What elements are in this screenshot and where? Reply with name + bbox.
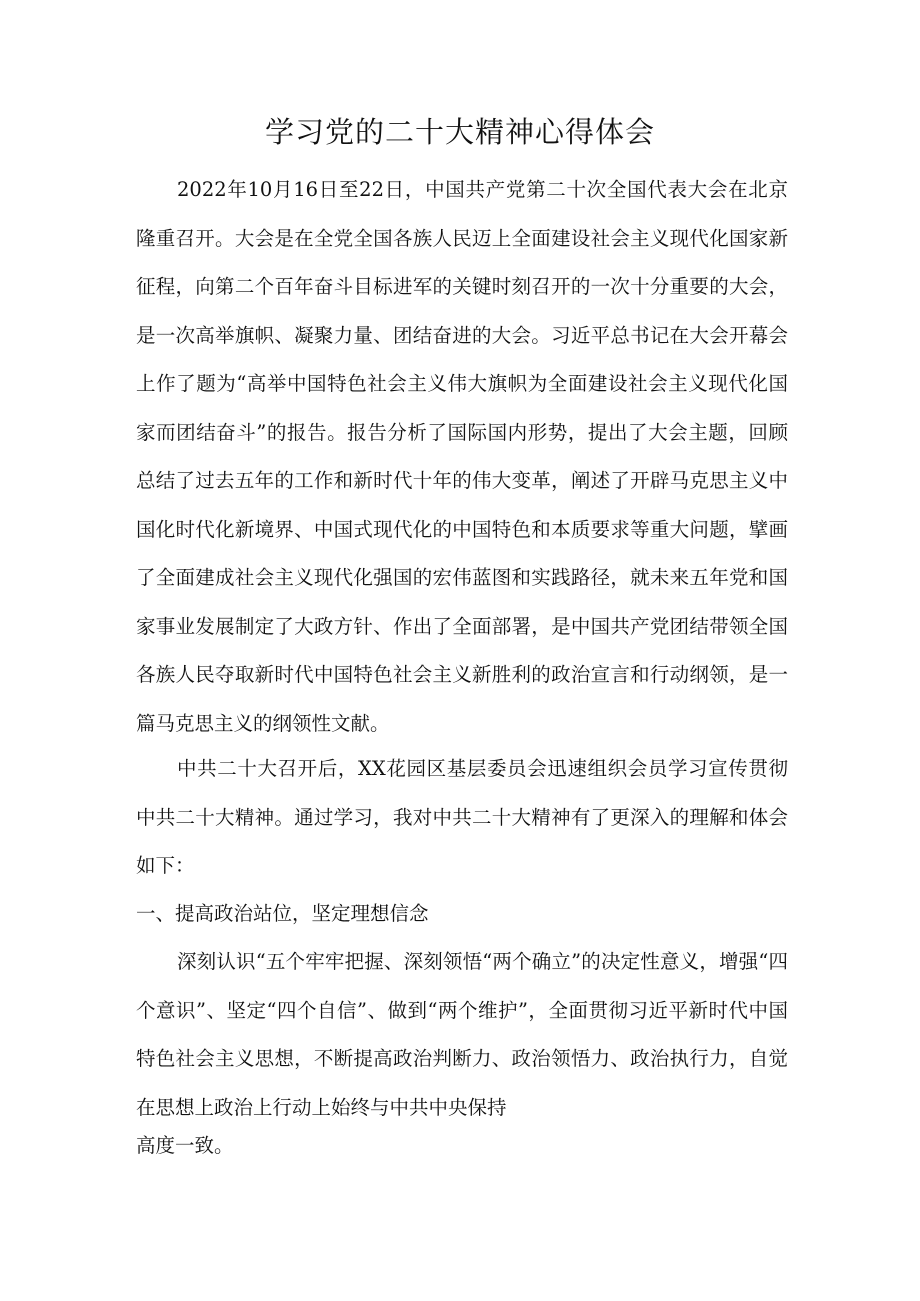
paragraph-political-stance-main: 深刻认识“五个牢牢把握、深刻领悟“两个确立”的决定性意义，增强“四个意识”、坚定“四个自信”、做到“两个维护”，全面贯彻习近平新时代中国特色社会主义思想，不断提高政治判断力、政治领悟力、政治执行力，自觉在思想上政治上行动上始终与中共中央保持 <box>136 950 788 1119</box>
paragraph-political-stance <box>136 938 788 1160</box>
paragraph-study-intro: 中共二十大召开后，XX花园区基层委员会迅速组织会员学习宣传贯彻中共二十大精神。通过学习，我对中共二十大精神有了更深入的理解和体会如下： <box>136 757 788 877</box>
paragraph-congress-overview: 2022年10月16日至22日，中国共产党第二十次全国代表大会在北京隆重召开。大会是在全党全国各族人民迈上全面建设社会主义现代化国家新征程，向第二个百年奋斗目标进军的关键时刻召开的一次十分重要的大会，是一次高举旗帜、凝聚力量、团结奋进的大会。习近平总书记在大会开幕会上作了题为“高举中国特色社会主义伟大旗帜为全面建设社会主义现代化国家而团结奋斗”的报告。报告分析了国际国内形势，提出了大会主题，回顾总结了过去五年的工作和新时代十年的伟大变革，阐述了开辟马克思主义中国化时代化新境界、中国式现代化的中国特色和本质要求等重大问题，擘画了全面建成社会主义现代化强国的宏伟蓝图和实践路径，就未来五年党和国家事业发展制定了大政方针、作出了全面部署，是中国共产党团结带领全国各族人民夺取新时代中国特色社会主义新胜利的政治宣言和行动纲领，是一篇马克思主义的纲领性文献。 <box>136 178 788 735</box>
document-title: 学习党的二十大精神心得体会 <box>264 115 655 149</box>
section-heading-1: 一、提高政治站位，坚定理想信念 <box>136 902 429 925</box>
paragraph-political-stance-tail: 高度一致。 <box>136 1134 234 1157</box>
